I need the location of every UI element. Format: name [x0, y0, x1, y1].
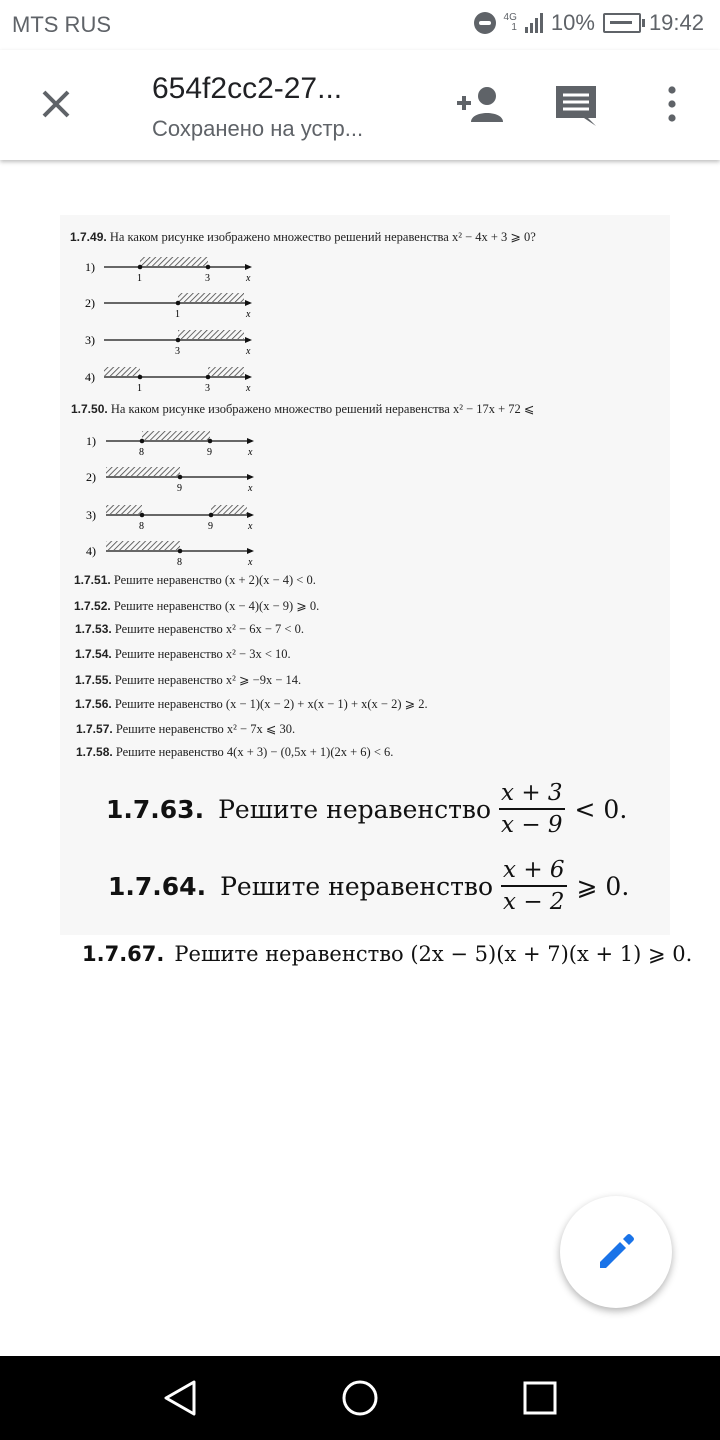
hatch-region — [211, 505, 247, 514]
axis-label: x — [246, 309, 251, 320]
tick-label: 3 — [175, 346, 180, 357]
fraction: $\frac{x + 3}{x - 9}$ — [501, 780, 563, 838]
figure-label: 3) — [86, 508, 96, 522]
tick-label: 3 — [205, 273, 210, 284]
edit-pencil-icon — [596, 1232, 636, 1272]
save-status: Сохранено на устр... — [152, 116, 364, 141]
axis-label: x — [248, 447, 253, 458]
point — [138, 375, 143, 380]
edit-button[interactable] — [560, 1196, 672, 1308]
figure-label: 2) — [86, 470, 96, 484]
tick-label: 9 — [208, 521, 213, 532]
axis-label: x — [246, 346, 251, 357]
signal-icon — [525, 13, 543, 33]
nav-back-icon[interactable] — [162, 1378, 198, 1418]
fraction: $\frac{x + 6}{x - 2}$ — [503, 857, 565, 915]
tick-label: 8 — [139, 521, 144, 532]
figure-label: 4) — [85, 370, 95, 384]
problem-1-7-54: 1.7.54. Решите неравенство x² − 3x < 10. — [75, 647, 291, 661]
hatch-region — [142, 431, 210, 440]
point — [206, 375, 211, 380]
hatch-region — [106, 505, 142, 514]
point — [176, 301, 181, 306]
problem-1-7-64: 1.7.64. Решите неравенство $\frac{x + 6}{x - 2}$ ⩾ 0. — [108, 857, 630, 915]
comment-icon[interactable] — [554, 84, 598, 128]
carrier-name: MTS RUS — [12, 12, 111, 37]
document-page — [60, 215, 670, 935]
clock: 19:42 — [648, 10, 704, 35]
tick-label: 8 — [177, 557, 182, 567]
figure-label: 3) — [85, 333, 95, 347]
problem-1-7-57: 1.7.57. Решите неравенство x² − 7x ⩽ 30. — [76, 722, 296, 736]
status-bar — [0, 0, 720, 50]
figures-1-7-50 — [80, 425, 260, 567]
hatch-region — [140, 257, 208, 266]
figure-label: 1) — [85, 260, 95, 274]
problem-1-7-53: 1.7.53. Решите неравенство x² − 6x − 7 < 0. — [75, 622, 304, 636]
system-nav-bar — [0, 1356, 720, 1440]
point — [140, 513, 145, 518]
figure-label: 2) — [85, 296, 95, 310]
hatch-region — [178, 330, 244, 339]
tick-label: 8 — [139, 447, 144, 458]
tick-label: 3 — [205, 383, 210, 391]
figures-1-7-49 — [80, 253, 260, 391]
hatch-region — [178, 293, 244, 302]
hatch-region — [106, 541, 180, 550]
problem-1-7-55: 1.7.55. Решите неравенство x² ⩾ −9x − 14. — [75, 673, 302, 687]
figure-label: 4) — [86, 544, 96, 558]
point — [206, 265, 211, 270]
tick-label: 1 — [137, 383, 142, 391]
problem-1-7-52: 1.7.52. Решите неравенство (x − 4)(x − 9) ⩾ 0. — [74, 599, 320, 613]
point — [178, 549, 183, 554]
hatch-region — [104, 367, 140, 376]
point — [208, 439, 213, 444]
tick-label: 1 — [175, 309, 180, 320]
problem-1-7-56: 1.7.56. Решите неравенство (x − 1)(x − 2) + x(x − 1) + x(x − 2) ⩾ 2. — [75, 697, 428, 711]
hatch-region — [106, 467, 180, 476]
battery-percent: 10% — [550, 10, 595, 35]
app-bar — [0, 50, 720, 160]
person-add-icon[interactable] — [455, 84, 505, 124]
axis-label: x — [246, 273, 251, 284]
point — [176, 338, 181, 343]
figure-label: 1) — [86, 434, 96, 448]
problem-1-7-51: 1.7.51. Решите неравенство (x + 2)(x − 4) < 0. — [74, 573, 316, 587]
tick-label: 9 — [177, 483, 182, 494]
problem-1-7-49: 1.7.49. На каком рисунке изображено множество решений неравенства x² − 4x + 3 ⩾ 0? — [70, 230, 536, 244]
battery-charging-icon — [603, 13, 641, 33]
status-icons — [474, 10, 704, 36]
problem-1-7-50: 1.7.50. На каком рисунке изображено множество решений неравенства x² − 17x + 72 ⩽ — [71, 402, 535, 416]
point — [209, 513, 214, 518]
do-not-disturb-icon — [474, 12, 496, 34]
nav-recents-icon[interactable] — [522, 1380, 558, 1416]
axis-label: x — [248, 483, 253, 494]
axis-label: x — [248, 557, 253, 567]
close-icon[interactable] — [36, 84, 76, 124]
point — [140, 439, 145, 444]
problem-1-7-63: 1.7.63. Решите неравенство $\frac{x + 3}{x - 9}$ < 0. — [106, 780, 628, 838]
axis-label: x — [246, 383, 251, 391]
hatch-region — [208, 367, 244, 376]
point — [138, 265, 143, 270]
axis-label: x — [248, 521, 253, 532]
more-vert-icon[interactable] — [660, 84, 684, 124]
point — [178, 475, 183, 480]
problem-1-7-67: 1.7.67. Решите неравенство (2x − 5)(x + 7)(x + 1) ⩾ 0. — [82, 942, 693, 966]
tick-label: 9 — [207, 447, 212, 458]
document-title: 654f2cc2-27... — [152, 72, 343, 105]
problem-1-7-58: 1.7.58. Решите неравенство 4(x + 3) − (0,5x + 1)(2x + 6) < 6. — [76, 745, 394, 759]
network-type: 4G 1 — [503, 12, 517, 33]
tick-label: 1 — [137, 273, 142, 284]
nav-home-icon[interactable] — [340, 1378, 380, 1418]
